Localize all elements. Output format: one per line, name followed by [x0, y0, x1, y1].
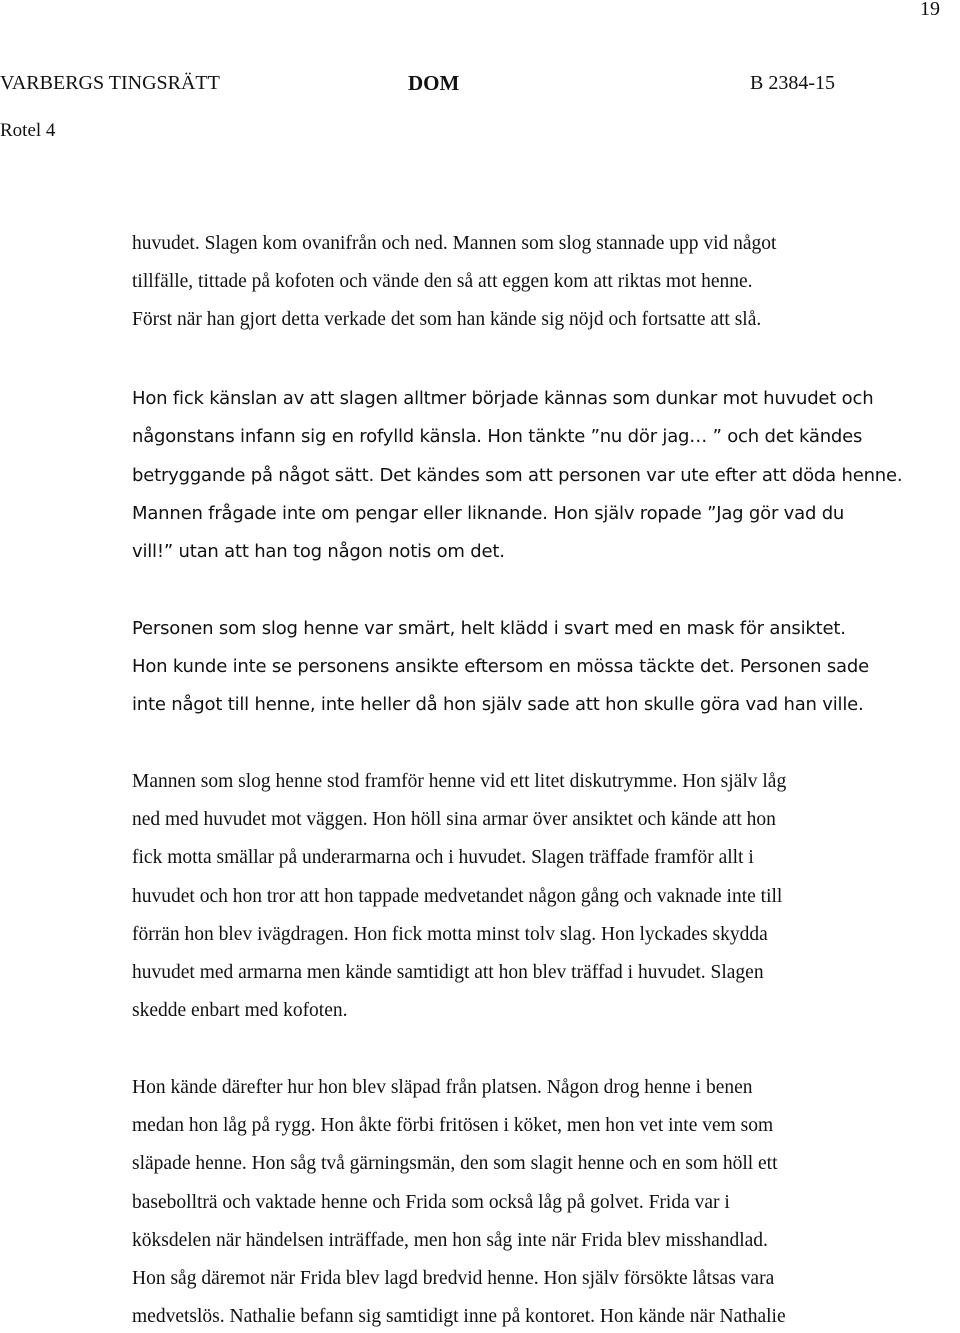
case-number: B 2384-15	[750, 72, 835, 94]
paragraph-line: Personen som slog henne var smärt, helt klädd i svart med en mask för ansiktet.	[132, 618, 846, 639]
paragraph-line: Först när han gjort detta verkade det som han kände sig nöjd och fortsatte att slå.	[132, 309, 762, 330]
paragraph-line: köksdelen när händelsen inträffade, men hon såg inte när Frida blev misshandlad.	[132, 1230, 768, 1251]
document-type: DOM	[408, 71, 460, 95]
paragraph-line: fick motta smällar på underarmarna och i huvudet. Slagen träffade framför allt i	[132, 847, 754, 868]
paragraph-line: någonstans infann sig en rofylld känsla. Hon tänkte ”nu dör jag… ” och det kändes	[132, 426, 863, 447]
page-number: 19	[920, 0, 940, 20]
paragraph-line: Hon kände därefter hur hon blev släpad från platsen. Någon drog henne i benen	[132, 1077, 753, 1098]
paragraph-line: släpade henne. Hon såg två gärningsmän, den som slagit henne och en som höll ett	[132, 1153, 778, 1174]
paragraph-line: skedde enbart med kofoten.	[132, 1000, 348, 1021]
paragraph-line: medan hon låg på rygg. Hon åkte förbi fritösen i köket, men hon vet inte vem som	[132, 1115, 774, 1136]
paragraph-line: Mannen frågade inte om pengar eller liknande. Hon själv ropade ”Jag gör vad du	[132, 503, 845, 524]
paragraph-line: Hon fick känslan av att slagen alltmer började kännas som dunkar mot huvudet och	[132, 388, 874, 409]
paragraph-line: Hon såg däremot när Frida blev lagd bredvid henne. Hon själv försökte låtsas vara	[132, 1268, 775, 1289]
paragraph-line: betryggande på något sätt. Det kändes som att personen var ute efter att döda henne.	[132, 465, 903, 486]
paragraph-line: medvetslös. Nathalie befann sig samtidigt inne på kontoret. Hon kände när Nathalie	[132, 1306, 786, 1327]
paragraph-line: Hon kunde inte se personens ansikte eftersom en mössa täckte det. Personen sade	[132, 656, 869, 677]
court-unit: Rotel 4	[0, 120, 56, 141]
paragraph-line: huvudet och hon tror att hon tappade medvetandet någon gång och vaknade inte till	[132, 886, 783, 907]
paragraph-line: tillfälle, tittade på kofoten och vände den så att eggen kom att riktas mot henne.	[132, 271, 753, 292]
paragraph-line: basebollträ och vaktade henne och Frida som också låg på golvet. Frida var i	[132, 1192, 730, 1213]
paragraph-line: Mannen som slog henne stod framför henne vid ett litet diskutrymme. Hon själv låg	[132, 771, 787, 792]
paragraph-line: ned med huvudet mot väggen. Hon höll sina armar över ansiktet och kände att hon	[132, 809, 776, 830]
court-name: VARBERGS TINGSRÄTT	[0, 72, 220, 94]
paragraph-line: förrän hon blev ivägdragen. Hon fick motta minst tolv slag. Hon lyckades skydda	[132, 924, 768, 945]
paragraph-line: inte något till henne, inte heller då hon själv sade att hon skulle göra vad han ville.	[132, 694, 864, 715]
paragraph-line: huvudet med armarna men kände samtidigt att hon blev träffad i huvudet. Slagen	[132, 962, 764, 983]
paragraph-line: vill!” utan att han tog någon notis om det.	[132, 541, 505, 562]
paragraph-line: huvudet. Slagen kom ovanifrån och ned. Mannen som slog stannade upp vid något	[132, 233, 777, 254]
